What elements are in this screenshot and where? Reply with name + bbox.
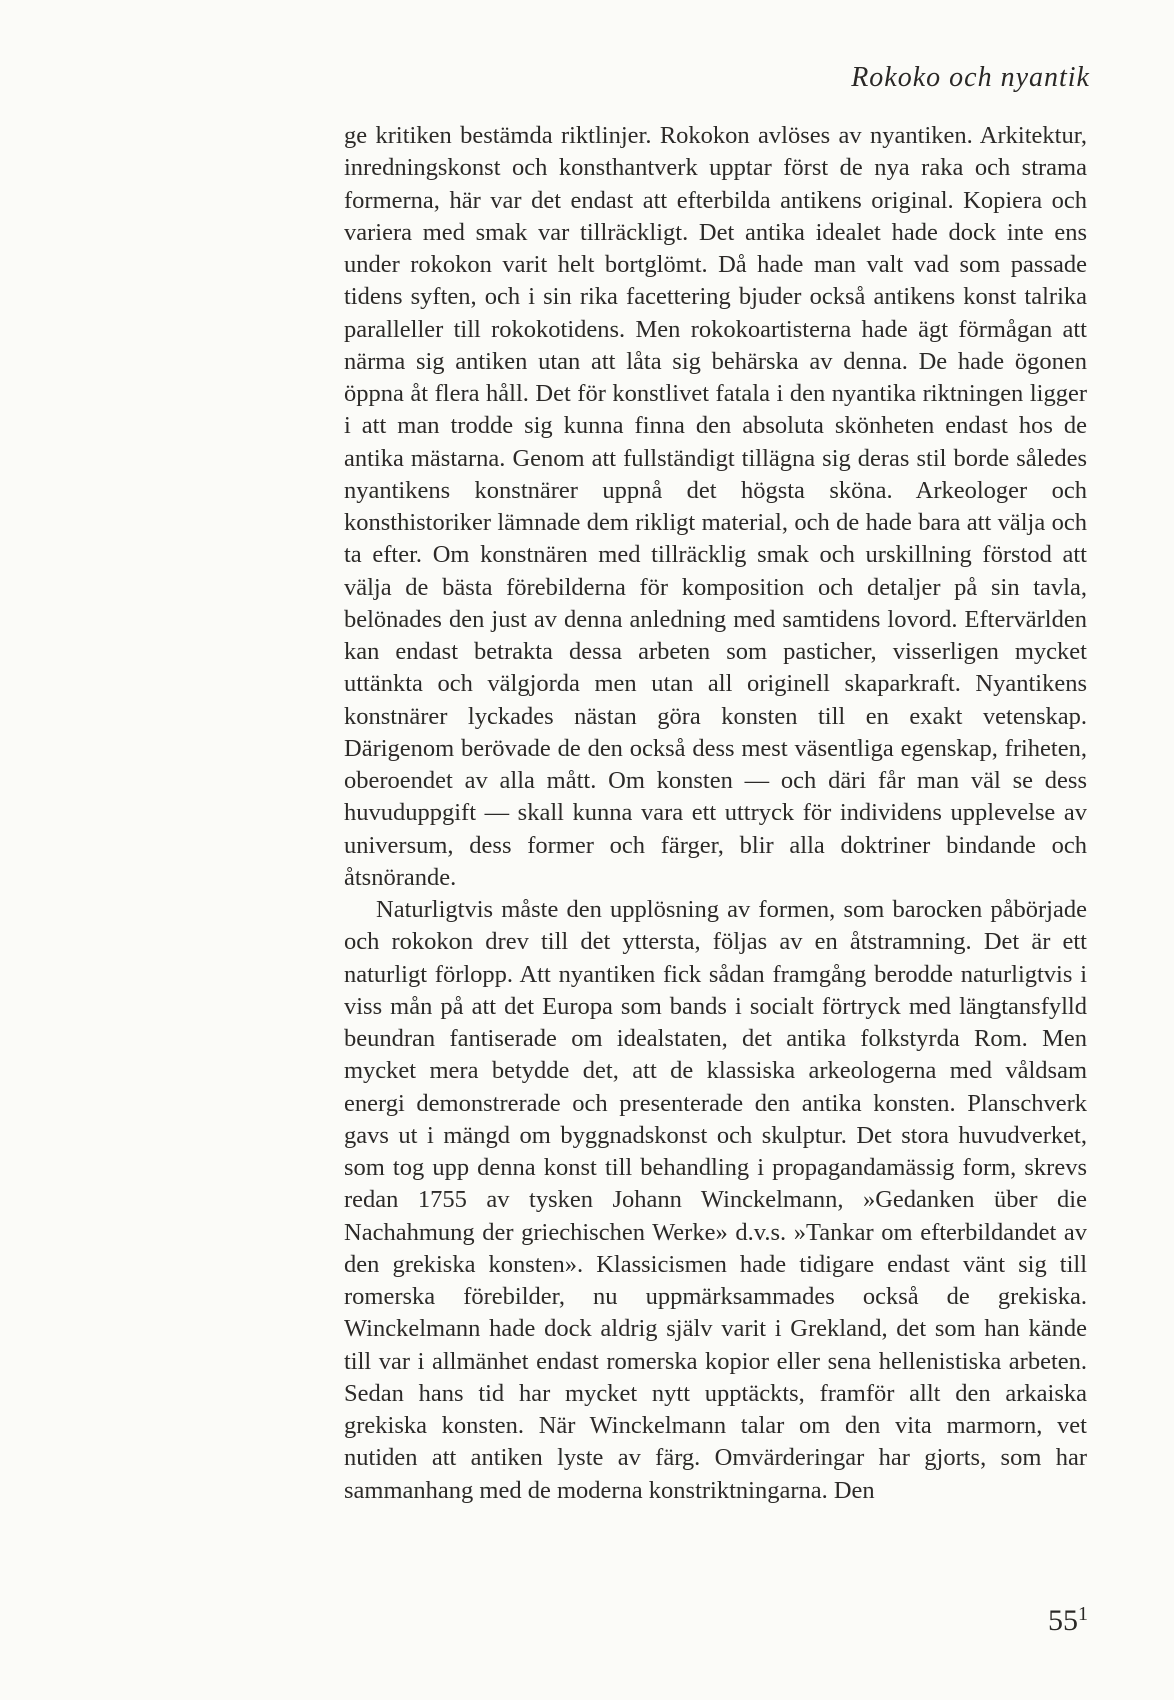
- running-head: Rokoko och nyantik: [851, 62, 1090, 93]
- body-text: [344, 120, 1087, 1507]
- paragraph-2: Naturligtvis måste den upplösning av formen, som barocken påbörjade och rokokon drev till det yttersta, följas av en åtstramning. Det är ett naturligt förlopp. Att nyantiken fick sådan framgång berodde naturligtvis i viss mån på att det Europa som bands i socialt förtryck med längtansfylld beundran fantiserade om idealstaten, det antika folkstyrda Rom. Men mycket mera betydde det, att de klassiska arkeologerna med våldsam energi demonstrerade och presenterade den antika konsten. Planschverk gavs ut i mängd om byggnadskonst och skulptur. Det stora huvudverket, som tog upp denna konst till behandling i propagandamässig form, skrevs redan 1755 av tysken Johann Winckelmann, »Gedanken über die Nachahmung der griechischen Werke» d.v.s. »Tankar om efterbildandet av den grekiska konsten». Klassicismen hade tidigare endast vänt sig till romerska förebilder, nu uppmärksammades också de grekiska. Winckelmann hade dock aldrig själv varit i Grekland, det som han kände till var i allmänhet endast romerska kopior eller sena hellenistiska arbeten. Sedan hans tid har mycket nytt upptäckts, framför allt den arkaiska grekiska konsten. När Winckelmann talar om den vita marmorn, vet nutiden att antiken lyste av färg. Omvärderingar har gjorts, som har sammanhang med de moderna konstriktningarna. Den: [344, 896, 1087, 1504]
- page-number-superscript: 1: [1078, 1603, 1088, 1625]
- page-number: [1048, 1603, 1088, 1638]
- paragraph-1: ge kritiken bestämda riktlinjer. Rokokon avlöses av nyantiken. Arkitektur, inredningskonst och konsthantverk upptar först de nya raka och strama formerna, här var det endast att efterbilda antikens original. Kopiera och variera med smak var tillräckligt. Det antika idealet hade dock inte ens under rokokon varit helt bortglömt. Då hade man valt vad som passade tidens syften, och i sin rika facettering bjuder också antikens konst talrika paralleller till rokokotidens. Men rokokoartisterna hade ägt förmågan att närma sig antiken utan att låta sig behärska av denna. De hade ögonen öppna åt flera håll. Det för konstlivet fatala i den nyantika riktningen ligger i att man trodde sig kunna finna den absoluta skönheten endast hos de antika mästarna. Genom att fullständigt tillägna sig deras stil borde således nyantikens konstnärer uppnå det högsta sköna. Arkeologer och konsthistoriker lämnade dem rikligt material, och de hade bara att välja och ta efter. Om konstnären med tillräcklig smak och urskillning förstod att välja de bästa förebilderna för komposition och detaljer på sin tavla, belönades den just av denna anledning med samtidens lovord. Eftervärlden kan endast betrakta dessa arbeten som pasticher, visserligen mycket uttänkta och välgjorda men utan all originell skaparkraft. Nyantikens konstnärer lyckades nästan göra konsten till en exakt vetenskap. Därigenom berövade de den också dess mest väsentliga egenskap, friheten, oberoendet av alla mått. Om konsten — och däri får man väl se dess huvuduppgift — skall kunna vara ett uttryck för individens upplevelse av universum, dess former och färger, blir alla doktriner bindande och åtsnörande.: [344, 122, 1087, 891]
- page-number-main: 55: [1048, 1604, 1078, 1637]
